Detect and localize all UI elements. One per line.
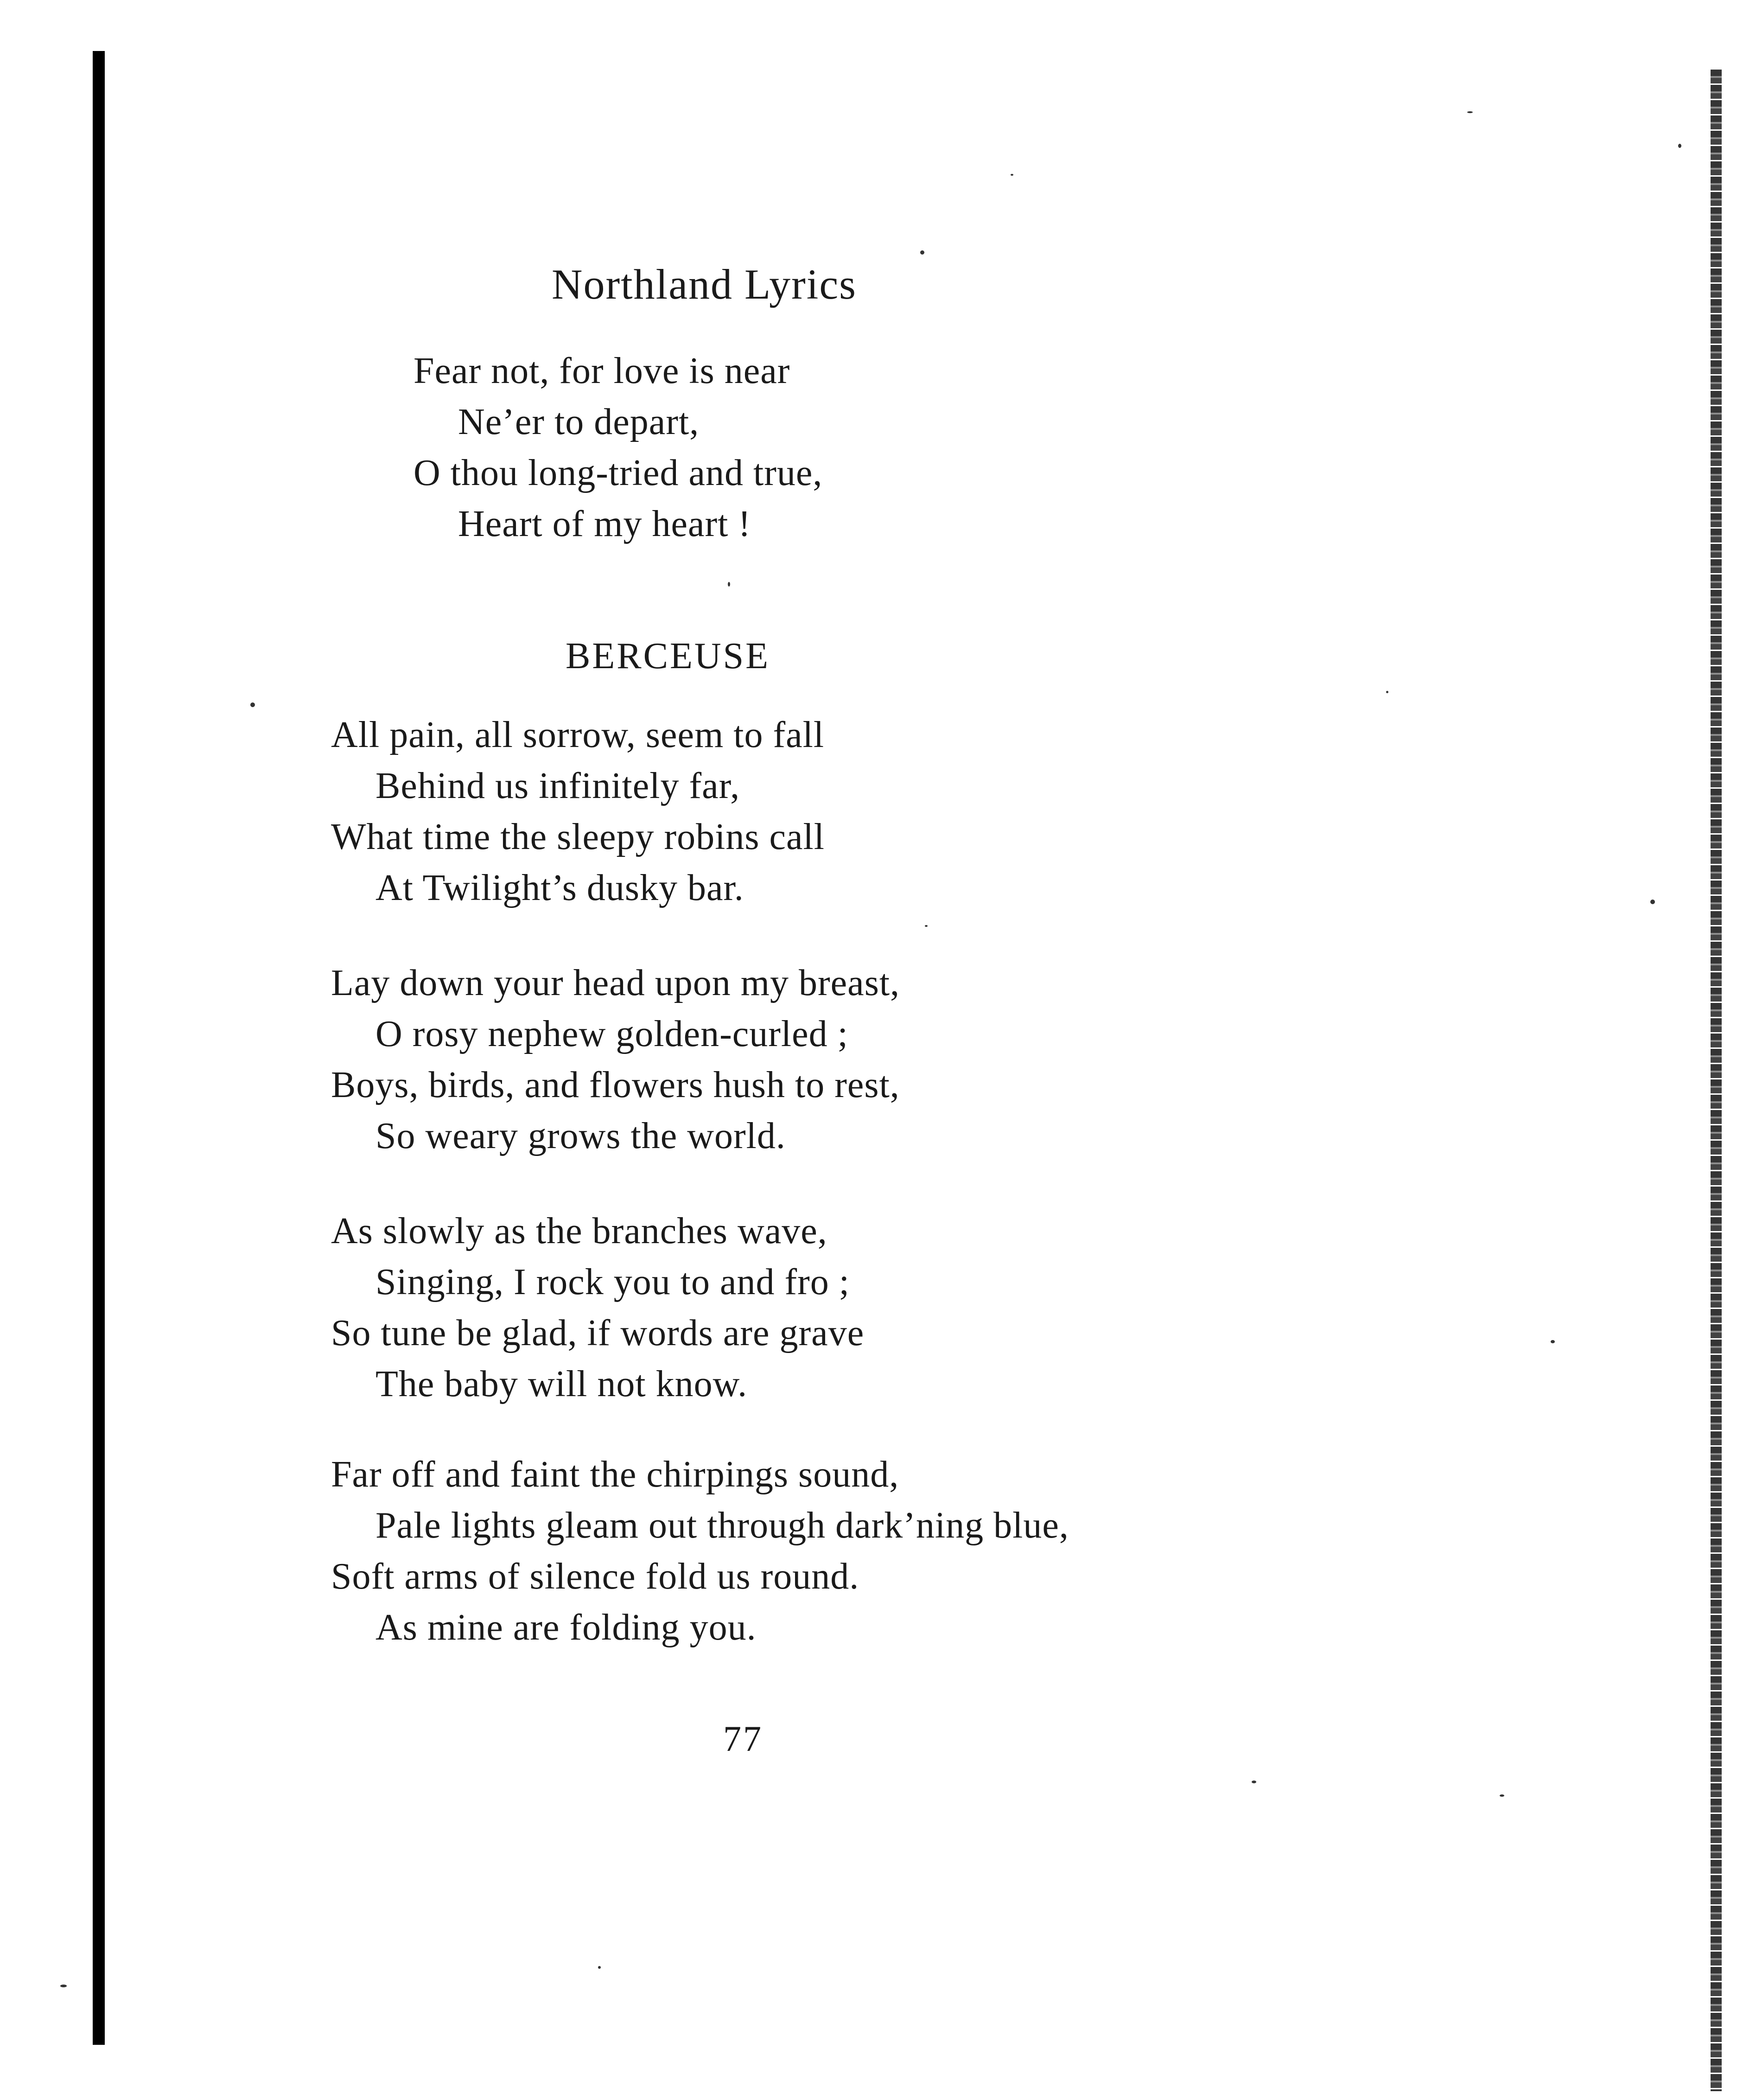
verse-line: O rosy nephew golden-curled ; [375, 1014, 848, 1054]
verse-line: So tune be glad, if words are grave [331, 1313, 865, 1353]
opening-stanza [414, 345, 822, 549]
stanza-3 [331, 1206, 864, 1410]
verse-line: Ne’er to depart, [458, 402, 700, 442]
verse-line: Far off and faint the chirpings sound, [331, 1454, 899, 1495]
page-number: 77 [723, 1718, 763, 1759]
verse-line: Fear not, for love is near [414, 351, 790, 391]
verse-line: What time the sleepy robins call [331, 817, 825, 857]
stanza-4 [331, 1449, 1069, 1653]
verse-line: Singing, I rock you to and fro ; [375, 1262, 850, 1302]
verse-line: As slowly as the branches wave, [331, 1211, 827, 1251]
verse-line: The baby will not know. [375, 1364, 748, 1404]
verse-line: Lay down your head upon my breast, [331, 963, 900, 1003]
verse-line: Behind us infinitely far, [375, 766, 740, 806]
verse-line: Boys, birds, and flowers hush to rest, [331, 1065, 900, 1105]
stanza-1 [331, 709, 825, 913]
running-head: Northland Lyrics [552, 261, 857, 308]
poem-title: BERCEUSE [566, 636, 770, 677]
verse-line: As mine are folding you. [375, 1607, 757, 1648]
verse-line: Pale lights gleam out through dark’ning blue, [375, 1505, 1069, 1546]
verse-line: At Twilight’s dusky bar. [375, 868, 744, 908]
verse-line: So weary grows the world. [375, 1116, 786, 1156]
verse-line: All pain, all sorrow, seem to fall [331, 715, 825, 755]
verse-line: Heart of my heart ! [458, 504, 751, 544]
verse-line: O thou long-tried and true, [414, 453, 823, 493]
verse-line: Soft arms of silence fold us round. [331, 1556, 859, 1597]
stanza-2 [331, 957, 900, 1162]
